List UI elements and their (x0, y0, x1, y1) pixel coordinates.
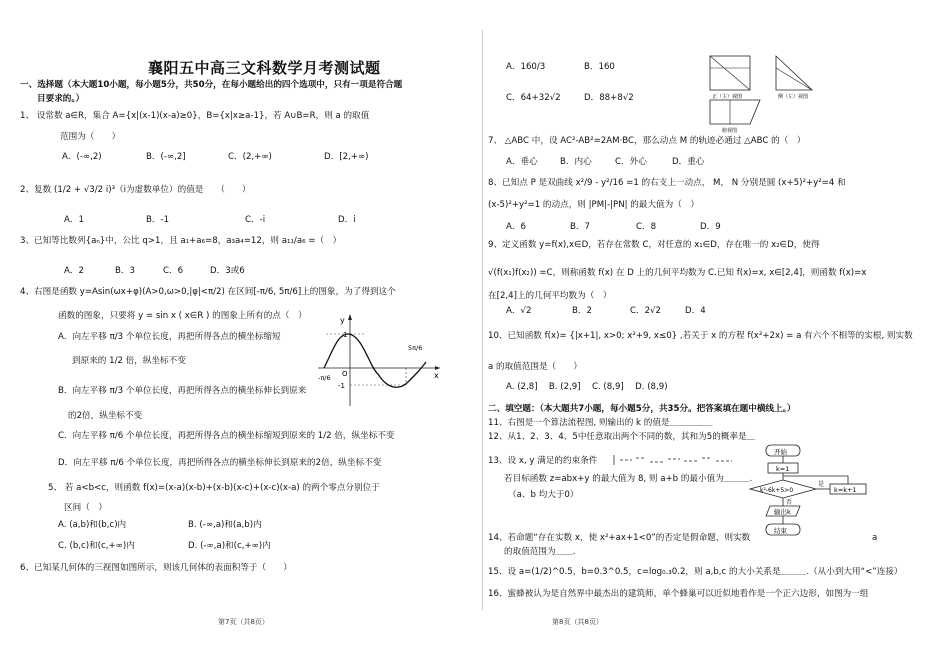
three-view-figure (700, 52, 834, 134)
flow-start-label: 开始 (774, 448, 787, 456)
q8-option-c: C．8 (636, 222, 657, 232)
q2-option-a: A．1 (64, 215, 84, 225)
q4-option-c: C．向左平移 π/6 个单位长度，再把所得各点的横坐标缩短到原来的 1/2 倍，纵坐标不变 (58, 431, 395, 441)
question-9: 9、定义函数 y=f(x),x∈D，若存在常数 C，对任意的 x₁∈D，存在唯一的 x₂∈D，使得 (488, 240, 820, 250)
question-9-cont2: 在[2,4]上的几何平均数为（ ） (488, 291, 612, 301)
q6-option-d: D．88+8√2 (584, 93, 634, 103)
q6-option-a: A．160/3 (506, 62, 546, 72)
q7-option-d: D．重心 (672, 157, 705, 167)
q4-option-b-line1: B．向左平移 π/3 个单位长度，再把所得各点的横坐标伸长到原来 (58, 386, 307, 396)
q1-option-b: B．(-∞,2] (146, 152, 186, 162)
question-13-cont2: （a、b 均大于0） (508, 490, 579, 500)
front-view-label: 正（主）视图 (712, 94, 743, 100)
question-16: 16、蜜蜂被认为是自然界中最杰出的建筑师，单个蜂巢可以近似地看作是一个正六边形，如图为一组 (488, 589, 869, 599)
q4-option-d: D．向左平移 π/6 个单位长度，再把所得各点的横坐标伸长到原来的2倍，纵坐标不变 (58, 458, 382, 468)
q3-option-c: C．6 (163, 266, 184, 276)
question-10-cont: a 的取值范围是（ ） (488, 362, 582, 372)
graph-origin-label: O (342, 370, 348, 378)
top-view-label: 俯视图 (722, 128, 738, 134)
question-4-cont: 函数的图象，只要将 y = sin x ( x∈R ) 的图象上所有的点（ ） (58, 311, 307, 321)
section-1-heading-cont: 目要求的。） (37, 94, 85, 104)
q5-option-d: D. (-∞,a)和(c,+∞)内 (188, 541, 271, 551)
sine-curve (324, 334, 426, 387)
question-4: 4、右图是函数 y=Asin(ωx+φ)(A>0,ω>0,|φ|<π/2) 在区间[-π/6, 5π/6]上的图象，为了得到这个 (20, 287, 396, 297)
question-14-cont: 的取值范围为＿＿. (504, 547, 576, 557)
q9-option-a: A．√2 (506, 306, 532, 316)
q5-option-a: A. (a,b)和(b,c)内 (58, 520, 127, 530)
q2-option-c: C．-i (245, 215, 266, 225)
q7-option-c: C．外心 (615, 157, 647, 167)
side-view-label: 侧（左）视图 (778, 94, 809, 100)
question-14: 14、若命题“存在实数 x，使 x²+ax+1<0”的否定是假命题，则实数 (488, 533, 751, 543)
question-1: 1、 设常数 a∈R，集合 A={x|(x-1)(x-a)≥0}，B={x|x≥a-1}，若 A∪B=R，则 a 的取值 (20, 111, 370, 121)
q8-option-b: B．7 (570, 222, 590, 232)
graph-tick-right: 5π/6 (408, 344, 423, 352)
flow-yes-label: 是 (818, 481, 825, 488)
q10-options: A. (2,8] B. (2,9] C. (8,9] D. (8,9) (506, 382, 668, 392)
graph-tick-left: -π/6 (318, 374, 331, 382)
section-2-heading: 二、填空题：（本大题共7小题，每小题5分，共35分。把答案填在题中横线上。） (488, 404, 796, 414)
question-11: 11、右图是一个算法流程图, 则输出的 k 的值是＿＿＿＿＿ (488, 418, 713, 428)
question-10: 10、已知函数 f(x)= {|x+1|, x>0; x²+9, x≤0} ,若关于 x 的方程 f(x²+2x) = a 有六个不相等的实根, 则实数 (488, 331, 913, 341)
sine-graph (316, 312, 444, 408)
q1-option-c: C．(2,+∞) (228, 152, 272, 162)
question-1-cont: 范围为（ ） (60, 132, 121, 142)
constraint-system (612, 453, 742, 467)
q3-option-d: D．3或6 (210, 266, 245, 276)
q5-option-b: B. (-∞,a)和(a,b)内 (188, 520, 262, 530)
graph-tick-neg-one: -1 (338, 382, 345, 390)
q8-option-d: D．9 (700, 222, 721, 232)
question-12: 12、从1、2、3、4、5中任意取出两个不同的数，其和为5的概率是＿ (488, 432, 756, 442)
graph-tick-one: 1 (343, 331, 348, 339)
question-6: 6、已知某几何体的三视图如图所示，则该几何体的表面积等于（ ） (20, 563, 292, 573)
question-8-cont: (x-5)²+y²=1 的动点，则 |PM|-|PN| 的最大值为（ ） (488, 200, 700, 210)
question-5-cont: 区间（ ） (64, 503, 107, 513)
graph-x-label: x (434, 371, 439, 380)
question-13: 13、设 x, y 满足的约束条件 (488, 456, 598, 466)
q3-option-b: B．3 (115, 266, 135, 276)
question-13-cont: 若目标函数 z=abx+y 的最大值为 8, 则 a+b 的最小值为＿＿＿. (504, 474, 753, 484)
q7-option-b: B．内心 (560, 157, 592, 167)
q6-option-b: B．160 (584, 62, 615, 72)
page-footer-left: 第7页（共8页） (218, 618, 269, 626)
question-3: 3、已知等比数列{aₙ}中，公比 q>1，且 a₁+a₆=8，a₃a₄=12，则 a₁₁/a₆ =（ ） (20, 236, 342, 246)
q5-option-c: C. (b,c)和(c,+∞)内 (58, 541, 135, 551)
flow-condition-label: k²-6k+5>0 (760, 487, 794, 494)
flow-step-label: k=k+1 (834, 486, 857, 494)
page-title: 襄阳五中高三文科数学月考测试题 (148, 59, 381, 77)
page-footer-right: 第8页（共8页） (552, 618, 603, 626)
q9-option-d: D．4 (685, 306, 706, 316)
question-7: 7、 △ABC 中，设 AC²-AB²=2AM·BC，那么动点 M 的轨迹必通过 △ABC 的（ ） (488, 136, 806, 146)
question-9-cont: √(f(x₁)f(x₂)) =C，则称函数 f(x) 在 D 上的几何平均数为 C.已知 f(x)=x, x∈[2,4]，则函数 f(x)=x (488, 268, 867, 278)
section-1-heading: 一、选择题（本大题10小题，每小题5分，共50分，在每小题给出的四个选项中，只有一项是符合题 (20, 80, 403, 90)
flow-init-label: k=1 (776, 465, 790, 473)
q7-option-a: A．垂心 (506, 157, 538, 167)
graph-y-label: y (340, 316, 345, 325)
q2-option-b: B．-1 (146, 215, 170, 225)
q1-option-d: D．[2,+∞) (324, 152, 369, 162)
q3-option-a: A．2 (64, 266, 84, 276)
algorithm-flowchart (746, 444, 876, 540)
q2-option-d: D．i (338, 215, 356, 225)
question-2: 2、复数 (1/2 + √3/2 i)³（i为虚数单位）的值是 （ ） (20, 185, 251, 195)
q4-option-a-line1: A．向左平移 π/3 个单位长度，再把所得各点的横坐标缩短 (58, 332, 281, 342)
flow-output-label: 输出k (774, 508, 791, 516)
q8-option-a: A．6 (506, 222, 526, 232)
q4-option-a-line2: 到原来的 1/2 倍，纵坐标不变 (72, 356, 186, 366)
q9-option-b: B．2 (572, 306, 592, 316)
question-14-var-a: a (872, 533, 878, 543)
page-divider (482, 30, 483, 610)
q1-option-a: A．(-∞,2) (62, 152, 102, 162)
flow-end-label: 结束 (774, 527, 787, 535)
q9-option-c: C．2√2 (630, 306, 662, 316)
flow-no-label: 否 (786, 499, 793, 506)
question-15: 15、设 a=(1/2)^0.5，b=0.3^0.5，c=log₀.₃0.2，则 a,b,c 的大小关系是＿＿＿.（从小到大用“<”连接） (488, 567, 903, 577)
q4-option-b-line2: 的2倍，纵坐标不变 (68, 411, 143, 421)
q6-option-c: C．64+32√2 (506, 93, 561, 103)
question-8: 8、已知点 P 是双曲线 x²/9 - y²/16 =1 的右支上一动点， M， N 分别是圆 (x+5)²+y²=4 和 (488, 178, 846, 188)
question-5: 5、 若 a<b<c，则函数 f(x)=(x-a)(x-b)+(x-b)(x-c)+(x-c)(x-a) 的两个零点分别位于 (48, 483, 380, 493)
